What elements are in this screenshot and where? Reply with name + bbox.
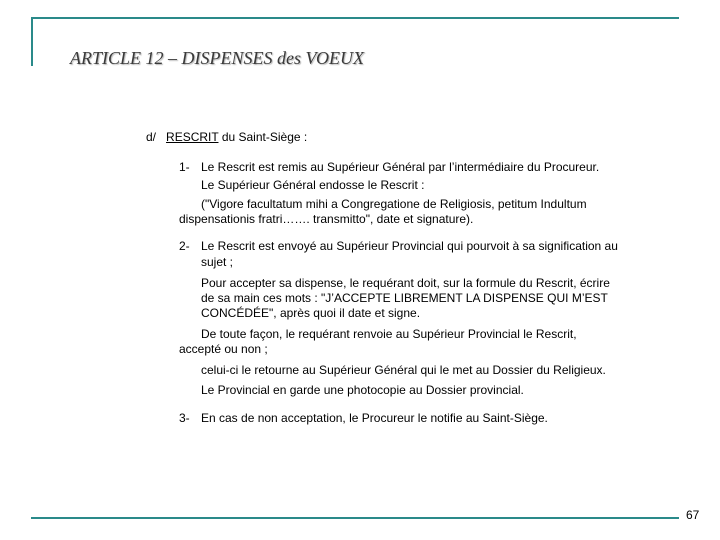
item3-marker: 3- — [179, 411, 190, 425]
item1-line1: Le Rescrit est remis au Supérieur Général par l’intermédiaire du Procureur. — [201, 160, 600, 174]
item2-line5: CONCÉDÉE", après quoi il date et signe. — [201, 306, 421, 320]
item2-line2: sujet ; — [201, 255, 234, 269]
item2-marker: 2- — [179, 239, 190, 253]
item2-line6: De toute façon, le requérant renvoie au Supérieur Provincial le Rescrit, — [201, 327, 577, 341]
frame-top-rule — [31, 17, 679, 19]
item1-line4: dispensationis fratri……. transmitto", date et signature). — [179, 212, 474, 226]
section-suffix: du Saint-Siège : — [218, 130, 308, 144]
frame-left-rule — [31, 17, 33, 66]
frame-bottom-rule — [31, 517, 679, 519]
page-number: 67 — [686, 508, 700, 522]
item2-line4: de sa main ces mots : "J’ACCEPTE LIBREMENT LA DISPENSE QUI M’EST — [201, 291, 608, 305]
item2-line8: celui-ci le retourne au Supérieur Général qui le met au Dossier du Religieux. — [201, 363, 606, 377]
section-heading — [146, 130, 307, 144]
item2-line7: accepté ou non ; — [179, 342, 268, 356]
item1-marker: 1- — [179, 160, 190, 174]
item1-line3: ("Vigore facultatum mihi a Congregatione de Religiosis, petitum Indultum — [201, 197, 587, 211]
section-prefix: d/ — [146, 130, 157, 144]
slide-title: ARTICLE 12 – DISPENSES des VOEUX — [70, 48, 364, 68]
item2-line3: Pour accepter sa dispense, le requérant doit, sur la formule du Rescrit, écrire — [201, 276, 610, 290]
item1-line2: Le Supérieur Général endosse le Rescrit : — [201, 178, 425, 192]
section-keyword: RESCRIT — [166, 130, 219, 144]
item2-line9: Le Provincial en garde une photocopie au Dossier provincial. — [201, 383, 524, 397]
item3-line1: En cas de non acceptation, le Procureur le notifie au Saint-Siège. — [201, 411, 548, 425]
item2-line1: Le Rescrit est envoyé au Supérieur Provincial qui pourvoit à sa signification au — [201, 239, 618, 253]
